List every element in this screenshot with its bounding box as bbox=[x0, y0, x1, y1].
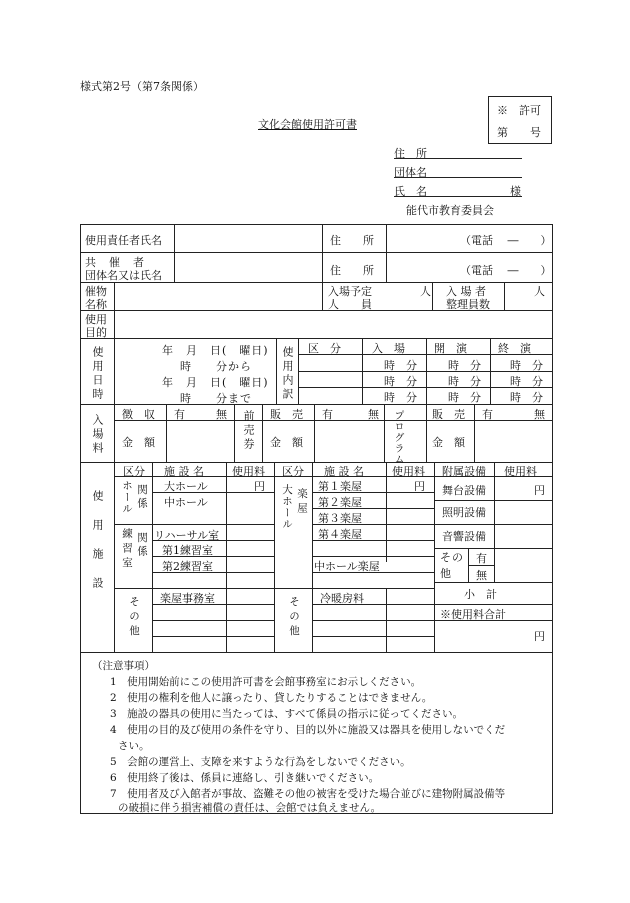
phone-2: （電話 ― ） bbox=[460, 264, 552, 277]
recipient-org-line bbox=[394, 177, 522, 178]
row-divider bbox=[80, 252, 553, 253]
breakdown-label: 使用内訳 bbox=[281, 346, 294, 402]
yen-3: 円 bbox=[534, 484, 545, 497]
fac-col-fee-2: 使用料 bbox=[392, 465, 425, 478]
honorific: 様 bbox=[510, 185, 521, 198]
recipient-address-line bbox=[394, 158, 522, 159]
yen-1: 円 bbox=[254, 480, 265, 493]
amount-label-3: 金 額 bbox=[432, 436, 465, 449]
fac-col-equipment: 附属設備 bbox=[442, 465, 486, 478]
yes-1: 有 bbox=[174, 408, 185, 421]
staff-label-1: 入 場 者 bbox=[446, 285, 486, 298]
dressing-room-2: 第２楽屋 bbox=[318, 496, 362, 509]
practice-group-label: 練習室 bbox=[121, 528, 133, 572]
row-divider bbox=[312, 492, 434, 493]
sale-label-1: 販 売 bbox=[270, 408, 303, 421]
unit-person-2: 人 bbox=[534, 285, 545, 298]
equip-other-no: 無 bbox=[476, 569, 487, 582]
col-divider bbox=[174, 224, 175, 282]
no-3: 無 bbox=[534, 408, 545, 421]
fac-col-division-1: 区分 bbox=[123, 465, 145, 478]
dressing-room-1: 第１楽屋 bbox=[318, 480, 362, 493]
row-divider bbox=[80, 652, 553, 653]
fac-col-fee-3: 使用料 bbox=[504, 465, 537, 478]
yen-total: 円 bbox=[534, 630, 545, 643]
recipient-name-line bbox=[394, 196, 522, 197]
medium-dressing: 中ホール楽屋 bbox=[314, 560, 380, 573]
dressing-room-4: 第４楽屋 bbox=[318, 528, 362, 541]
amount-label-1: 金 額 bbox=[122, 436, 155, 449]
col-divider bbox=[322, 224, 323, 282]
medium-hall: 中ホール bbox=[164, 496, 208, 509]
large-hall: 大ホール bbox=[164, 480, 208, 493]
row-divider bbox=[434, 500, 553, 501]
event-label-1: 催物 bbox=[85, 285, 107, 298]
row-divider bbox=[80, 338, 553, 339]
col-divider bbox=[114, 338, 115, 404]
subtotal-label: 小 計 bbox=[464, 588, 497, 601]
program-label: プログラム bbox=[392, 410, 403, 465]
row-divider bbox=[114, 588, 274, 589]
time-cell: 時 分 bbox=[384, 391, 417, 404]
hall-related-label: 関係 bbox=[136, 484, 148, 511]
col-divider bbox=[276, 338, 277, 404]
time-cell: 時 分 bbox=[510, 359, 543, 372]
cohost-label-2: 団体名又は氏名 bbox=[85, 269, 162, 282]
col-divider bbox=[434, 462, 435, 652]
yes-3: 有 bbox=[482, 408, 493, 421]
recipient-org-label: 団体名 bbox=[394, 166, 427, 179]
fac-col-name-1: 施 設 名 bbox=[164, 465, 204, 478]
col-divider bbox=[114, 282, 115, 338]
advance-label: 前売券 bbox=[242, 410, 255, 452]
sale-label-2: 販 売 bbox=[432, 408, 465, 421]
note-7-cont: の破損に伴う損害補償の責任は、会館では負えません。 bbox=[118, 802, 382, 814]
col-divider bbox=[494, 462, 495, 582]
equip-other-yes: 有 bbox=[476, 552, 487, 565]
fac-col-division-2: 区分 bbox=[282, 465, 304, 478]
staff-label-2: 整理員数 bbox=[446, 298, 490, 311]
time-cell: 時 分 bbox=[384, 359, 417, 372]
row-divider bbox=[152, 620, 274, 621]
permit-number: 第 号 bbox=[497, 126, 541, 139]
practice-room-2: 第2練習室 bbox=[162, 560, 213, 573]
responsible-label: 使用責任者氏名 bbox=[85, 234, 162, 247]
note-2: 2 使用の権利を他人に譲ったり、貸したりすることはできません。 bbox=[110, 692, 433, 704]
col-divider bbox=[114, 404, 115, 462]
col-open: 開 演 bbox=[434, 342, 467, 355]
note-7: 7 使用者及び入館者が事故、盗難その他の被害を受けた場合並びに建物附属設備等 bbox=[110, 788, 506, 800]
admission-label: 入場料 bbox=[91, 414, 104, 456]
row-divider bbox=[274, 588, 434, 589]
no-1: 無 bbox=[216, 408, 227, 421]
dressing-suffix-label: 楽屋 bbox=[296, 488, 308, 517]
purpose-label-1: 使用 bbox=[85, 313, 107, 326]
time-cell: 時 分 bbox=[448, 391, 481, 404]
unit-person-1: 人 bbox=[420, 285, 431, 298]
note-4: 4 使用の目的及び使用の条件を守り、目的以外に施設又は器具を使用しないでくだ bbox=[110, 724, 506, 736]
row-divider bbox=[312, 508, 434, 509]
dressing-group-label: 大ホール bbox=[281, 484, 293, 530]
mid-other-label: その他 bbox=[288, 596, 300, 640]
row-divider bbox=[312, 636, 434, 637]
schedule-line-1: 年 月 日( 曜日) bbox=[162, 344, 269, 357]
dressing-office: 楽屋事務室 bbox=[160, 592, 215, 605]
collect-label: 徴 収 bbox=[122, 408, 155, 421]
col-divider bbox=[474, 404, 475, 462]
facilities-label: 使用施設 bbox=[91, 490, 104, 606]
row-divider bbox=[434, 524, 553, 525]
row-divider bbox=[434, 582, 553, 583]
form-number: 様式第2号（第7条関係） bbox=[80, 80, 204, 93]
time-cell: 時 分 bbox=[510, 375, 543, 388]
col-division: 区 分 bbox=[308, 342, 341, 355]
row-divider bbox=[80, 404, 553, 405]
row-divider bbox=[312, 572, 434, 573]
row-divider bbox=[312, 604, 434, 605]
row-divider bbox=[312, 524, 434, 525]
col-divider bbox=[152, 462, 153, 652]
issuer: 能代市教育委員会 bbox=[406, 204, 494, 217]
schedule-line-2: 時 分から bbox=[180, 360, 252, 373]
col-divider bbox=[314, 404, 315, 462]
row-divider bbox=[152, 604, 274, 605]
col-divider bbox=[234, 404, 235, 462]
row-divider bbox=[152, 492, 274, 493]
row-divider bbox=[152, 636, 274, 637]
event-label-2: 名称 bbox=[85, 298, 107, 311]
hall-group-label: ホール bbox=[121, 480, 133, 515]
row-divider bbox=[152, 572, 274, 573]
col-divider bbox=[166, 404, 167, 462]
notes-heading: （注意事項） bbox=[92, 660, 155, 672]
row-divider bbox=[312, 620, 434, 621]
no-2: 無 bbox=[368, 408, 379, 421]
row-divider bbox=[434, 604, 553, 605]
address-label-2: 住 所 bbox=[330, 264, 374, 277]
col-divider bbox=[274, 462, 275, 652]
schedule-line-4: 時 分まで bbox=[180, 392, 252, 405]
time-cell: 時 分 bbox=[448, 375, 481, 388]
col-divider bbox=[226, 462, 227, 652]
left-other-label: その他 bbox=[128, 596, 140, 640]
expected-label-1: 入場予定 bbox=[328, 285, 372, 298]
note-4-cont: さい。 bbox=[118, 740, 150, 752]
col-divider bbox=[432, 282, 433, 310]
expected-label-2: 人 員 bbox=[328, 298, 372, 311]
col-divider bbox=[386, 462, 387, 562]
col-divider bbox=[114, 462, 115, 652]
permit-mark: ※ 許可 bbox=[497, 104, 541, 117]
phone-1: （電話 ― ） bbox=[460, 234, 552, 247]
col-divider bbox=[384, 404, 385, 462]
yen-2: 円 bbox=[414, 480, 425, 493]
note-5: 5 会館の運営上、支障を来すような行為をしないでください。 bbox=[110, 756, 411, 768]
row-divider bbox=[434, 548, 553, 549]
col-divider bbox=[504, 282, 505, 310]
fac-col-name-2: 施 設 名 bbox=[324, 465, 364, 478]
amount-label-2: 金 額 bbox=[270, 436, 303, 449]
cohost-label: 共 催 者 bbox=[85, 256, 145, 269]
recipient-address-label: 住 所 bbox=[394, 147, 427, 160]
note-1: 1 使用開始前にこの使用許可書を会館事務室にお示しください。 bbox=[110, 676, 422, 688]
row-divider bbox=[312, 556, 434, 557]
note-3: 3 施設の器具の使用に当たっては、すべて係員の指示に従ってください。 bbox=[110, 708, 463, 720]
row-divider bbox=[152, 556, 274, 557]
practice-room-1: 第1練習室 bbox=[162, 544, 213, 557]
col-divider bbox=[322, 282, 323, 310]
col-divider bbox=[426, 404, 427, 462]
row-divider bbox=[434, 620, 553, 621]
col-divider bbox=[312, 462, 313, 652]
equipment-sound: 音響設備 bbox=[442, 530, 486, 543]
equipment-lighting: 照明設備 bbox=[442, 506, 486, 519]
time-cell: 時 分 bbox=[448, 359, 481, 372]
fac-col-fee-1: 使用料 bbox=[232, 465, 265, 478]
total-label: ※使用料合計 bbox=[440, 608, 506, 621]
col-end: 終 演 bbox=[498, 342, 531, 355]
yes-2: 有 bbox=[322, 408, 333, 421]
schedule-label: 使用日時 bbox=[91, 346, 104, 402]
document-title: 文化会館使用許可書 bbox=[258, 118, 357, 131]
purpose-label-2: 目的 bbox=[85, 326, 107, 339]
col-divider bbox=[386, 224, 387, 282]
col-divider bbox=[262, 404, 263, 462]
recipient-name-label: 氏 名 bbox=[394, 185, 427, 198]
practice-related-label: 関係 bbox=[136, 532, 148, 559]
col-enter: 入 場 bbox=[372, 342, 405, 355]
schedule-line-3: 年 月 日( 曜日) bbox=[162, 376, 269, 389]
equipment-stage: 舞台設備 bbox=[442, 484, 486, 497]
dressing-room-3: 第３楽屋 bbox=[318, 512, 362, 525]
time-cell: 時 分 bbox=[510, 391, 543, 404]
equipment-other-label: その他 bbox=[440, 551, 464, 580]
row-divider bbox=[312, 540, 434, 541]
rehearsal-room: リハーサル室 bbox=[154, 529, 220, 542]
time-cell: 時 分 bbox=[384, 375, 417, 388]
heating-fee: 冷暖房料 bbox=[320, 592, 364, 605]
row-divider bbox=[152, 540, 274, 541]
row-divider bbox=[114, 524, 274, 525]
address-label-1: 住 所 bbox=[330, 234, 374, 247]
note-6: 6 使用終了後は、係員に連絡し、引き継いでください。 bbox=[110, 772, 380, 784]
